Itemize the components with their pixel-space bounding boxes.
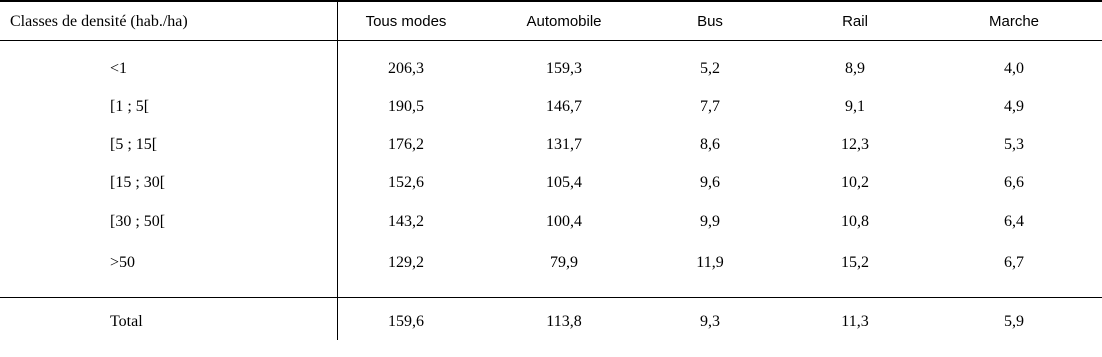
cell-classe: [30 ; 50[ bbox=[110, 213, 166, 230]
cell-rail: 10,8 bbox=[841, 213, 869, 230]
cell-bus: 9,9 bbox=[700, 213, 720, 230]
table-row bbox=[0, 165, 1102, 201]
cell-total-rail: 11,3 bbox=[841, 313, 869, 330]
cell-total-label: Total bbox=[110, 313, 143, 330]
cell-tous-modes: 206,3 bbox=[388, 60, 424, 77]
cell-classe: [15 ; 30[ bbox=[110, 174, 166, 191]
table-row bbox=[0, 127, 1102, 163]
cell-total-tous-modes: 159,6 bbox=[388, 313, 424, 330]
cell-rail: 8,9 bbox=[845, 60, 865, 77]
header-rail: Rail bbox=[842, 13, 868, 30]
cell-tous-modes: 143,2 bbox=[388, 213, 424, 230]
header-tous-modes: Tous modes bbox=[365, 13, 447, 30]
cell-rail: 9,1 bbox=[845, 98, 865, 115]
header-automobile: Automobile bbox=[526, 13, 602, 30]
total-separator-rule bbox=[0, 297, 1102, 298]
cell-tous-modes: 129,2 bbox=[388, 254, 424, 271]
cell-bus: 8,6 bbox=[700, 136, 720, 153]
cell-classe: [1 ; 5[ bbox=[110, 98, 150, 115]
cell-marche: 4,0 bbox=[1004, 60, 1024, 77]
cell-automobile: 159,3 bbox=[546, 60, 582, 77]
cell-tous-modes: 152,6 bbox=[388, 174, 424, 191]
header-classes-densite: Classes de densité (hab./ha) bbox=[10, 13, 188, 30]
cell-bus: 5,2 bbox=[700, 60, 720, 77]
header-marche: Marche bbox=[988, 13, 1040, 30]
cell-automobile: 100,4 bbox=[546, 213, 582, 230]
cell-marche: 4,9 bbox=[1004, 98, 1024, 115]
cell-bus: 9,6 bbox=[700, 174, 720, 191]
table-top-rule bbox=[0, 0, 1102, 2]
cell-automobile: 105,4 bbox=[546, 174, 582, 191]
cell-bus: 7,7 bbox=[700, 98, 720, 115]
header-bottom-rule bbox=[0, 40, 1102, 41]
cell-tous-modes: 176,2 bbox=[388, 136, 424, 153]
table-row bbox=[0, 51, 1102, 87]
cell-tous-modes: 190,5 bbox=[388, 98, 424, 115]
cell-rail: 15,2 bbox=[841, 254, 869, 271]
header-bus: Bus bbox=[697, 13, 723, 30]
cell-marche: 5,3 bbox=[1004, 136, 1024, 153]
cell-automobile: 146,7 bbox=[546, 98, 582, 115]
table-row bbox=[0, 89, 1102, 125]
cell-total-marche: 5,9 bbox=[1004, 313, 1024, 330]
cell-rail: 10,2 bbox=[841, 174, 869, 191]
cell-bus: 11,9 bbox=[696, 254, 724, 271]
cell-total-bus: 9,3 bbox=[700, 313, 720, 330]
cell-classe: >50 bbox=[110, 254, 136, 271]
cell-rail: 12,3 bbox=[841, 136, 869, 153]
cell-marche: 6,6 bbox=[1004, 174, 1024, 191]
cell-automobile: 131,7 bbox=[546, 136, 582, 153]
table-row bbox=[0, 245, 1102, 281]
cell-total-automobile: 113,8 bbox=[546, 313, 582, 330]
table-row bbox=[0, 204, 1102, 240]
cell-classe: [5 ; 15[ bbox=[110, 136, 158, 153]
cell-marche: 6,4 bbox=[1004, 213, 1024, 230]
cell-classe: <1 bbox=[110, 60, 128, 77]
cell-automobile: 79,9 bbox=[550, 254, 578, 271]
table-header-row bbox=[0, 4, 1102, 40]
table-total-row bbox=[0, 304, 1102, 340]
cell-marche: 6,7 bbox=[1004, 254, 1024, 271]
